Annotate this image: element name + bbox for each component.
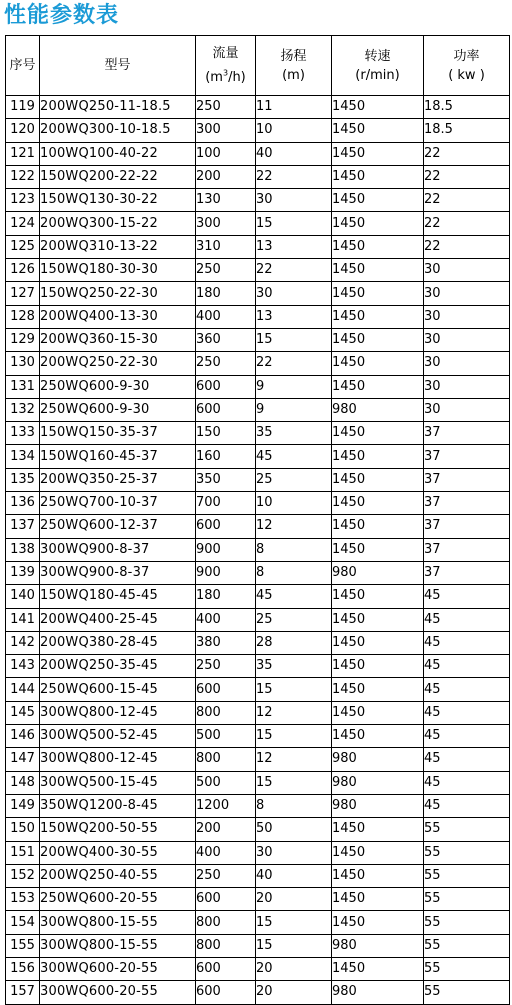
table-row bbox=[6, 981, 510, 1004]
cell-speed: 1450 bbox=[332, 841, 424, 864]
cell-speed: 1450 bbox=[332, 725, 424, 748]
table-row bbox=[6, 212, 510, 235]
cell-head: 35 bbox=[256, 655, 332, 678]
cell-speed: 1450 bbox=[332, 352, 424, 375]
cell-model: 300WQ800-12-45 bbox=[40, 701, 196, 724]
cell-head: 40 bbox=[256, 864, 332, 887]
cell-flow: 500 bbox=[196, 725, 256, 748]
cell-model: 200WQ250-35-45 bbox=[40, 655, 196, 678]
header-power bbox=[424, 36, 510, 96]
cell-flow: 600 bbox=[196, 957, 256, 980]
cell-index: 156 bbox=[6, 957, 40, 980]
cell-flow: 350 bbox=[196, 468, 256, 491]
cell-index: 151 bbox=[6, 841, 40, 864]
cell-model: 200WQ400-13-30 bbox=[40, 305, 196, 328]
cell-head: 12 bbox=[256, 748, 332, 771]
cell-power: 55 bbox=[424, 911, 510, 934]
cell-model: 200WQ400-30-55 bbox=[40, 841, 196, 864]
cell-model: 150WQ160-45-37 bbox=[40, 445, 196, 468]
table-row bbox=[6, 538, 510, 561]
cell-speed: 1450 bbox=[332, 212, 424, 235]
table-row bbox=[6, 655, 510, 678]
cell-model: 250WQ600-12-37 bbox=[40, 515, 196, 538]
cell-model: 150WQ180-30-30 bbox=[40, 259, 196, 282]
cell-head: 15 bbox=[256, 911, 332, 934]
cell-speed: 1450 bbox=[332, 142, 424, 165]
cell-index: 149 bbox=[6, 794, 40, 817]
cell-index: 146 bbox=[6, 725, 40, 748]
cell-power: 55 bbox=[424, 818, 510, 841]
cell-flow: 300 bbox=[196, 212, 256, 235]
cell-head: 15 bbox=[256, 934, 332, 957]
cell-flow: 100 bbox=[196, 142, 256, 165]
cell-model: 200WQ350-25-37 bbox=[40, 468, 196, 491]
cell-flow: 400 bbox=[196, 305, 256, 328]
cell-speed: 1450 bbox=[332, 888, 424, 911]
cell-index: 150 bbox=[6, 818, 40, 841]
table-header-row bbox=[6, 36, 510, 96]
cell-head: 35 bbox=[256, 422, 332, 445]
header-head-name: 扬程 bbox=[280, 48, 307, 64]
cell-speed: 980 bbox=[332, 981, 424, 1004]
cell-flow: 600 bbox=[196, 375, 256, 398]
cell-index: 144 bbox=[6, 678, 40, 701]
table-row bbox=[6, 352, 510, 375]
cell-flow: 1200 bbox=[196, 794, 256, 817]
cell-speed: 1450 bbox=[332, 422, 424, 445]
cell-power: 45 bbox=[424, 631, 510, 654]
cell-power: 30 bbox=[424, 352, 510, 375]
cell-head: 15 bbox=[256, 678, 332, 701]
cell-head: 12 bbox=[256, 701, 332, 724]
cell-speed: 980 bbox=[332, 561, 424, 584]
cell-flow: 600 bbox=[196, 678, 256, 701]
cell-flow: 130 bbox=[196, 189, 256, 212]
cell-head: 13 bbox=[256, 305, 332, 328]
cell-power: 18.5 bbox=[424, 119, 510, 142]
cell-power: 55 bbox=[424, 981, 510, 1004]
cell-model: 150WQ200-22-22 bbox=[40, 165, 196, 188]
cell-flow: 800 bbox=[196, 911, 256, 934]
cell-speed: 1450 bbox=[332, 864, 424, 887]
cell-flow: 380 bbox=[196, 631, 256, 654]
table-row bbox=[6, 794, 510, 817]
cell-model: 250WQ600-20-55 bbox=[40, 888, 196, 911]
cell-model: 150WQ250-22-30 bbox=[40, 282, 196, 305]
table-row bbox=[6, 934, 510, 957]
cell-speed: 1450 bbox=[332, 538, 424, 561]
cell-model: 300WQ500-52-45 bbox=[40, 725, 196, 748]
header-flow-unit: $(m^3/h)$ bbox=[205, 68, 246, 85]
cell-speed: 1450 bbox=[332, 911, 424, 934]
cell-speed: 1450 bbox=[332, 235, 424, 258]
cell-power: 37 bbox=[424, 468, 510, 491]
cell-head: 25 bbox=[256, 608, 332, 631]
cell-power: 22 bbox=[424, 212, 510, 235]
cell-speed: 1450 bbox=[332, 957, 424, 980]
cell-flow: 200 bbox=[196, 818, 256, 841]
cell-flow: 600 bbox=[196, 515, 256, 538]
cell-index: 142 bbox=[6, 631, 40, 654]
cell-model: 250WQ600-9-30 bbox=[40, 398, 196, 421]
cell-model: 200WQ310-13-22 bbox=[40, 235, 196, 258]
cell-flow: 150 bbox=[196, 422, 256, 445]
cell-index: 125 bbox=[6, 235, 40, 258]
cell-model: 200WQ300-15-22 bbox=[40, 212, 196, 235]
cell-model: 150WQ150-35-37 bbox=[40, 422, 196, 445]
cell-head: 40 bbox=[256, 142, 332, 165]
cell-index: 135 bbox=[6, 468, 40, 491]
cell-model: 150WQ200-50-55 bbox=[40, 818, 196, 841]
cell-power: 18.5 bbox=[424, 96, 510, 119]
table-row bbox=[6, 841, 510, 864]
cell-index: 126 bbox=[6, 259, 40, 282]
table-body bbox=[6, 96, 510, 1005]
cell-head: 13 bbox=[256, 235, 332, 258]
cell-flow: 900 bbox=[196, 538, 256, 561]
table-row bbox=[6, 259, 510, 282]
cell-speed: 980 bbox=[332, 771, 424, 794]
cell-index: 155 bbox=[6, 934, 40, 957]
cell-power: 55 bbox=[424, 864, 510, 887]
cell-model: 150WQ180-45-45 bbox=[40, 585, 196, 608]
cell-speed: 1450 bbox=[332, 492, 424, 515]
cell-speed: 1450 bbox=[332, 655, 424, 678]
cell-index: 120 bbox=[6, 119, 40, 142]
cell-index: 154 bbox=[6, 911, 40, 934]
cell-power: 45 bbox=[424, 725, 510, 748]
cell-power: 45 bbox=[424, 655, 510, 678]
cell-flow: 250 bbox=[196, 259, 256, 282]
table-row bbox=[6, 678, 510, 701]
cell-speed: 1450 bbox=[332, 375, 424, 398]
table-row bbox=[6, 398, 510, 421]
cell-index: 153 bbox=[6, 888, 40, 911]
cell-index: 138 bbox=[6, 538, 40, 561]
table-row bbox=[6, 142, 510, 165]
cell-head: 50 bbox=[256, 818, 332, 841]
cell-head: 9 bbox=[256, 375, 332, 398]
cell-model: 300WQ600-20-55 bbox=[40, 981, 196, 1004]
cell-speed: 1450 bbox=[332, 515, 424, 538]
cell-head: 30 bbox=[256, 841, 332, 864]
cell-model: 200WQ250-11-18.5 bbox=[40, 96, 196, 119]
cell-model: 300WQ500-15-45 bbox=[40, 771, 196, 794]
cell-speed: 1450 bbox=[332, 259, 424, 282]
table-row bbox=[6, 96, 510, 119]
cell-power: 45 bbox=[424, 771, 510, 794]
cell-flow: 250 bbox=[196, 655, 256, 678]
table-row bbox=[6, 631, 510, 654]
cell-head: 22 bbox=[256, 165, 332, 188]
table-row bbox=[6, 328, 510, 351]
cell-speed: 1450 bbox=[332, 608, 424, 631]
cell-index: 143 bbox=[6, 655, 40, 678]
cell-head: 45 bbox=[256, 445, 332, 468]
cell-speed: 1450 bbox=[332, 468, 424, 491]
cell-power: 37 bbox=[424, 445, 510, 468]
performance-parameter-table bbox=[5, 35, 510, 1005]
table-row bbox=[6, 515, 510, 538]
table-row bbox=[6, 725, 510, 748]
cell-flow: 400 bbox=[196, 841, 256, 864]
cell-power: 30 bbox=[424, 328, 510, 351]
header-head-unit: (m) bbox=[282, 67, 305, 83]
cell-index: 124 bbox=[6, 212, 40, 235]
cell-flow: 250 bbox=[196, 352, 256, 375]
cell-power: 45 bbox=[424, 678, 510, 701]
cell-power: 45 bbox=[424, 794, 510, 817]
cell-speed: 1450 bbox=[332, 119, 424, 142]
cell-head: 10 bbox=[256, 492, 332, 515]
cell-speed: 1450 bbox=[332, 305, 424, 328]
cell-index: 134 bbox=[6, 445, 40, 468]
table-row bbox=[6, 888, 510, 911]
header-power-name: 功率 bbox=[453, 48, 480, 64]
cell-head: 10 bbox=[256, 119, 332, 142]
cell-head: 20 bbox=[256, 957, 332, 980]
cell-flow: 180 bbox=[196, 585, 256, 608]
cell-head: 12 bbox=[256, 515, 332, 538]
cell-flow: 300 bbox=[196, 119, 256, 142]
cell-index: 148 bbox=[6, 771, 40, 794]
cell-flow: 700 bbox=[196, 492, 256, 515]
cell-power: 30 bbox=[424, 375, 510, 398]
cell-model: 200WQ250-40-55 bbox=[40, 864, 196, 887]
table-row bbox=[6, 748, 510, 771]
cell-head: 8 bbox=[256, 538, 332, 561]
table-row bbox=[6, 282, 510, 305]
cell-speed: 980 bbox=[332, 398, 424, 421]
cell-flow: 360 bbox=[196, 328, 256, 351]
cell-power: 45 bbox=[424, 701, 510, 724]
table-row bbox=[6, 165, 510, 188]
cell-speed: 980 bbox=[332, 934, 424, 957]
cell-head: 45 bbox=[256, 585, 332, 608]
cell-index: 121 bbox=[6, 142, 40, 165]
cell-index: 147 bbox=[6, 748, 40, 771]
cell-index: 131 bbox=[6, 375, 40, 398]
table-row bbox=[6, 701, 510, 724]
cell-head: 8 bbox=[256, 794, 332, 817]
cell-power: 55 bbox=[424, 888, 510, 911]
cell-flow: 250 bbox=[196, 96, 256, 119]
table-row bbox=[6, 561, 510, 584]
cell-index: 132 bbox=[6, 398, 40, 421]
cell-power: 30 bbox=[424, 282, 510, 305]
table-row bbox=[6, 235, 510, 258]
cell-flow: 160 bbox=[196, 445, 256, 468]
cell-power: 37 bbox=[424, 515, 510, 538]
cell-flow: 180 bbox=[196, 282, 256, 305]
cell-flow: 600 bbox=[196, 398, 256, 421]
cell-head: 22 bbox=[256, 259, 332, 282]
cell-speed: 980 bbox=[332, 794, 424, 817]
cell-model: 300WQ800-15-55 bbox=[40, 934, 196, 957]
cell-head: 15 bbox=[256, 771, 332, 794]
cell-index: 141 bbox=[6, 608, 40, 631]
header-speed-name: 转速 bbox=[364, 48, 391, 64]
cell-power: 22 bbox=[424, 165, 510, 188]
cell-head: 9 bbox=[256, 398, 332, 421]
cell-model: 300WQ800-15-55 bbox=[40, 911, 196, 934]
cell-index: 152 bbox=[6, 864, 40, 887]
cell-speed: 1450 bbox=[332, 631, 424, 654]
cell-flow: 200 bbox=[196, 165, 256, 188]
table-row bbox=[6, 957, 510, 980]
cell-flow: 900 bbox=[196, 561, 256, 584]
cell-model: 200WQ360-15-30 bbox=[40, 328, 196, 351]
table-row bbox=[6, 608, 510, 631]
cell-speed: 1450 bbox=[332, 189, 424, 212]
cell-speed: 1450 bbox=[332, 585, 424, 608]
cell-index: 157 bbox=[6, 981, 40, 1004]
cell-power: 22 bbox=[424, 189, 510, 212]
cell-flow: 500 bbox=[196, 771, 256, 794]
cell-flow: 400 bbox=[196, 608, 256, 631]
cell-power: 45 bbox=[424, 748, 510, 771]
cell-speed: 1450 bbox=[332, 701, 424, 724]
cell-index: 133 bbox=[6, 422, 40, 445]
cell-model: 200WQ250-22-30 bbox=[40, 352, 196, 375]
cell-flow: 800 bbox=[196, 934, 256, 957]
cell-power: 22 bbox=[424, 235, 510, 258]
cell-power: 22 bbox=[424, 142, 510, 165]
cell-power: 30 bbox=[424, 259, 510, 282]
header-head bbox=[256, 36, 332, 96]
cell-model: 200WQ300-10-18.5 bbox=[40, 119, 196, 142]
cell-flow: 800 bbox=[196, 701, 256, 724]
cell-index: 128 bbox=[6, 305, 40, 328]
cell-speed: 1450 bbox=[332, 96, 424, 119]
cell-index: 145 bbox=[6, 701, 40, 724]
table-row bbox=[6, 445, 510, 468]
cell-speed: 980 bbox=[332, 748, 424, 771]
table-row bbox=[6, 864, 510, 887]
cell-speed: 1450 bbox=[332, 445, 424, 468]
cell-head: 11 bbox=[256, 96, 332, 119]
cell-index: 123 bbox=[6, 189, 40, 212]
cell-power: 30 bbox=[424, 398, 510, 421]
cell-flow: 800 bbox=[196, 748, 256, 771]
cell-model: 300WQ900-8-37 bbox=[40, 561, 196, 584]
cell-flow: 600 bbox=[196, 981, 256, 1004]
table-row bbox=[6, 771, 510, 794]
cell-index: 130 bbox=[6, 352, 40, 375]
cell-power: 55 bbox=[424, 957, 510, 980]
header-speed-unit: (r/min) bbox=[355, 67, 400, 83]
cell-index: 139 bbox=[6, 561, 40, 584]
cell-model: 300WQ900-8-37 bbox=[40, 538, 196, 561]
cell-model: 150WQ130-30-22 bbox=[40, 189, 196, 212]
cell-power: 55 bbox=[424, 934, 510, 957]
cell-flow: 600 bbox=[196, 888, 256, 911]
cell-head: 30 bbox=[256, 189, 332, 212]
cell-head: 30 bbox=[256, 282, 332, 305]
cell-flow: 250 bbox=[196, 864, 256, 887]
cell-power: 37 bbox=[424, 561, 510, 584]
cell-power: 30 bbox=[424, 305, 510, 328]
cell-speed: 1450 bbox=[332, 818, 424, 841]
header-model: 型号 bbox=[40, 36, 196, 96]
cell-model: 250WQ600-9-30 bbox=[40, 375, 196, 398]
cell-flow: 310 bbox=[196, 235, 256, 258]
table-row bbox=[6, 375, 510, 398]
cell-head: 20 bbox=[256, 981, 332, 1004]
header-index: 序号 bbox=[6, 36, 40, 96]
cell-head: 28 bbox=[256, 631, 332, 654]
cell-index: 122 bbox=[6, 165, 40, 188]
cell-power: 37 bbox=[424, 422, 510, 445]
cell-model: 250WQ700-10-37 bbox=[40, 492, 196, 515]
header-flow-name: 流量 bbox=[212, 46, 239, 62]
table-row bbox=[6, 585, 510, 608]
cell-index: 140 bbox=[6, 585, 40, 608]
cell-power: 55 bbox=[424, 841, 510, 864]
cell-head: 25 bbox=[256, 468, 332, 491]
table-row bbox=[6, 468, 510, 491]
cell-index: 137 bbox=[6, 515, 40, 538]
cell-power: 45 bbox=[424, 608, 510, 631]
cell-model: 100WQ100-40-22 bbox=[40, 142, 196, 165]
cell-model: 200WQ380-28-45 bbox=[40, 631, 196, 654]
table-row bbox=[6, 492, 510, 515]
cell-head: 15 bbox=[256, 725, 332, 748]
cell-head: 20 bbox=[256, 888, 332, 911]
cell-power: 37 bbox=[424, 538, 510, 561]
table-row bbox=[6, 119, 510, 142]
cell-model: 250WQ600-15-45 bbox=[40, 678, 196, 701]
cell-index: 119 bbox=[6, 96, 40, 119]
cell-speed: 1450 bbox=[332, 282, 424, 305]
cell-model: 200WQ400-25-45 bbox=[40, 608, 196, 631]
cell-speed: 1450 bbox=[332, 328, 424, 351]
cell-speed: 1450 bbox=[332, 678, 424, 701]
cell-power: 45 bbox=[424, 585, 510, 608]
cell-index: 127 bbox=[6, 282, 40, 305]
table-row bbox=[6, 305, 510, 328]
table-row bbox=[6, 818, 510, 841]
cell-head: 15 bbox=[256, 328, 332, 351]
cell-head: 15 bbox=[256, 212, 332, 235]
cell-index: 129 bbox=[6, 328, 40, 351]
cell-index: 136 bbox=[6, 492, 40, 515]
cell-power: 37 bbox=[424, 492, 510, 515]
cell-model: 300WQ800-12-45 bbox=[40, 748, 196, 771]
cell-model: 350WQ1200-8-45 bbox=[40, 794, 196, 817]
header-flow bbox=[196, 36, 256, 96]
table-row bbox=[6, 911, 510, 934]
header-power-unit: ( kw ) bbox=[448, 67, 485, 83]
cell-model: 300WQ600-20-55 bbox=[40, 957, 196, 980]
header-speed bbox=[332, 36, 424, 96]
table-row bbox=[6, 422, 510, 445]
cell-head: 22 bbox=[256, 352, 332, 375]
cell-speed: 1450 bbox=[332, 165, 424, 188]
cell-head: 8 bbox=[256, 561, 332, 584]
table-row bbox=[6, 189, 510, 212]
page-title: 性能参数表 bbox=[4, 3, 120, 28]
